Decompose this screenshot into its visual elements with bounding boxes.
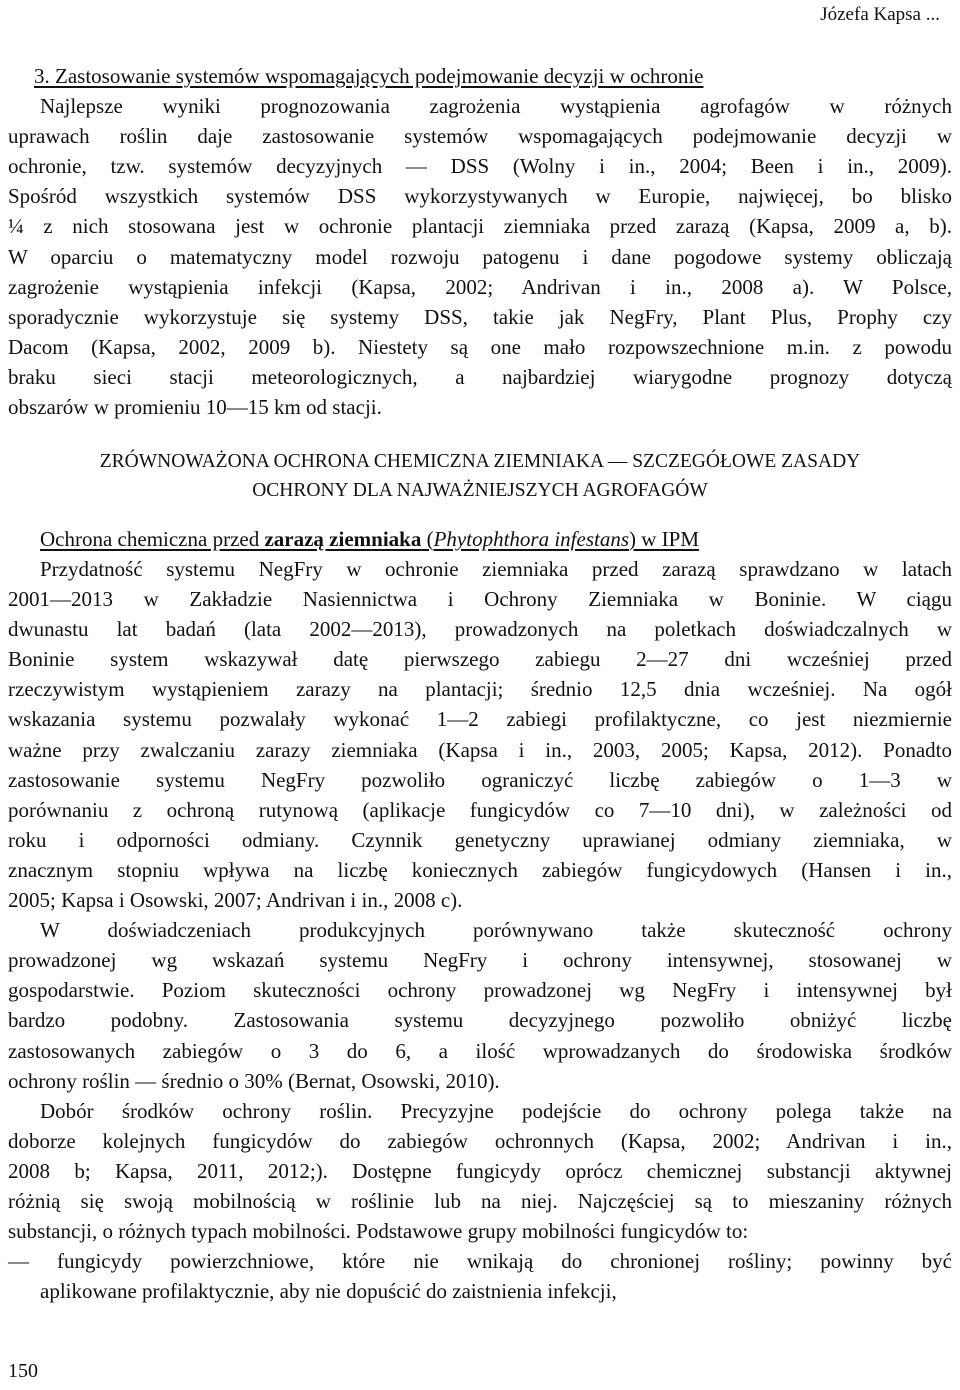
text-line: Boninie system wskazywał datę pierwszego zabiegu 2—27 dni wcześniej przed	[8, 647, 952, 672]
subheading-line	[8, 524, 952, 554]
text-line: ochrony roślin — średnio o 30% (Bernat, Osowski, 2010).	[8, 1068, 500, 1093]
running-head: Józefa Kapsa ...	[820, 4, 940, 25]
paragraph-negfry	[8, 554, 952, 1306]
text-line: uprawach roślin daje zastosowanie systemów wspomagających podejmowanie decyzji w	[8, 124, 952, 149]
text-line: porównaniu z ochroną rutynową (aplikacje fungicydów co 7—10 dni), w zależności od	[8, 797, 952, 822]
text-line: 2008 b; Kapsa, 2011, 2012;). Dostępne fungicydy oprócz chemicznej substancji aktywnej	[8, 1158, 952, 1183]
text-line: sporadycznie wykorzystuje się systemy DSS, takie jak NegFry, Plant Plus, Prophy czy	[8, 304, 952, 329]
subheading-bold: zarazą ziemniaka	[264, 527, 422, 551]
text-line: substancji, o różnych typach mobilności. Podstawowe grupy mobilności fungicydów to:	[8, 1219, 749, 1244]
text-line: roku i odporności odmiany. Czynnik genetyczny uprawianej odmiany ziemniaka, w	[8, 827, 952, 852]
text-line: znacznym stopniu wpływa na liczbę koniecznych zabiegów fungicydowych (Hansen i in.,	[8, 857, 952, 882]
text-line: gospodarstwie. Poziom skuteczności ochrony prowadzonej wg NegFry i intensywnej był	[8, 978, 952, 1003]
text-line: Najlepsze wyniki prognozowania zagrożenia wystąpienia agrofagów w różnych	[40, 94, 952, 119]
text-line: Dacom (Kapsa, 2002, 2009 b). Niestety są one mało rozpowszechnione m.in. z powodu	[8, 334, 952, 359]
text-line: W doświadczeniach produkcyjnych porównywano także skuteczność ochrony	[40, 918, 952, 943]
text-line: zagrożenie wystąpienia infekcji (Kapsa, 2002; Andrivan i in., 2008 a). W Polsce,	[8, 274, 952, 299]
text-line: ochronie, tzw. systemów decyzyjnych — DSS (Wolny i in., 2004; Been i in., 2009).	[8, 154, 952, 179]
text-line: W oparciu o matematyczny model rozwoju patogenu i dane pogodowe systemy obliczają	[8, 244, 952, 269]
text-line: Dobór środków ochrony roślin. Precyzyjne podejście do ochrony polega także na	[40, 1098, 952, 1123]
text-line: ważne przy zwalczaniu zarazy ziemniaka (Kapsa i in., 2003, 2005; Kapsa, 2012). Ponadto	[8, 737, 952, 762]
page-number: 150	[8, 1360, 38, 1382]
text-line: dwunastu lat badań (lata 2002—2013), prowadzonych na poletkach doświadczalnych w	[8, 617, 952, 642]
subheading	[8, 524, 952, 554]
text-line: 2001—2013 w Zakładzie Nasiennictwa i Ochrony Ziemniaka w Boninie. W ciągu	[8, 587, 952, 612]
text-line: Spośród wszystkich systemów DSS wykorzystywanych w Europie, najwięcej, bo blisko	[8, 184, 952, 209]
text-line: braku sieci stacji meteorologicznych, a najbardziej wiarygodne prognozy dotyczą	[8, 364, 952, 389]
subheading-italic: Phytophthora infestans	[433, 527, 630, 551]
text-line: obszarów w promieniu 10—15 km od stacji.	[8, 395, 382, 420]
subheading-text: (	[421, 527, 434, 551]
text-line: rzeczywistym wystąpieniem zarazy na plantacji; średnio 12,5 dnia wcześniej. Na ogół	[8, 677, 952, 702]
main-title-line-2: OCHRONY DLA NAJWAŻNIEJSZYCH AGROFAGÓW	[252, 480, 708, 501]
text-line: doborze kolejnych fungicydów do zabiegów ochronnych (Kapsa, 2002; Andrivan i in.,	[8, 1128, 952, 1153]
text-line: prowadzonej wg wskazań systemu NegFry i ochrony intensywnej, stosowanej w	[8, 948, 952, 973]
text-line: różnią się swoją mobilnością w roślinie lub na niej. Najczęściej są to mieszaniny różnych	[8, 1188, 952, 1213]
main-title-line-1: ZRÓWNOWAŻONA OCHRONA CHEMICZNA ZIEMNIAKA — SZCZEGÓŁOWE ZASADY	[99, 451, 861, 472]
subheading-text: Ochrona chemiczna przed	[40, 527, 265, 551]
subheading-text: ) w IPM	[629, 527, 700, 551]
text-line: zastosowanie systemu NegFry pozwoliło ograniczyć liczbę zabiegów o 1—3 w	[8, 767, 952, 792]
section-3	[8, 61, 952, 422]
text-line: zastosowanych zabiegów o 3 do 6, a ilość wprowadzanych do środowiska środków	[8, 1038, 952, 1063]
list-item: — fungicydy powierzchniowe, które nie wnikają do chronionej rośliny; powinny być	[8, 1249, 952, 1274]
section-3-heading: 3. Zastosowanie systemów wspomagających podejmowanie decyzji w ochronie	[34, 64, 704, 88]
text-line: bardzo podobny. Zastosowania systemu decyzyjnego pozwoliło obniżyć liczbę	[8, 1008, 952, 1033]
text-line: Przydatność systemu NegFry w ochronie ziemniaka przed zarazą sprawdzano w latach	[40, 557, 952, 581]
text-line: aplikowane profilaktycznie, aby nie dopuścić do zaistnienia infekcji,	[40, 1279, 617, 1304]
text-line: 2005; Kapsa i Osowski, 2007; Andrivan i in., 2008 c).	[8, 888, 463, 913]
text-line: wskazania systemu pozwalały wykonać 1—2 zabiegi profilaktyczne, co jest niezmiernie	[8, 707, 952, 732]
text-line: ¼ z nich stosowana jest w ochronie plantacji ziemniaka przed zarazą (Kapsa, 2009 a, b).	[8, 214, 952, 239]
